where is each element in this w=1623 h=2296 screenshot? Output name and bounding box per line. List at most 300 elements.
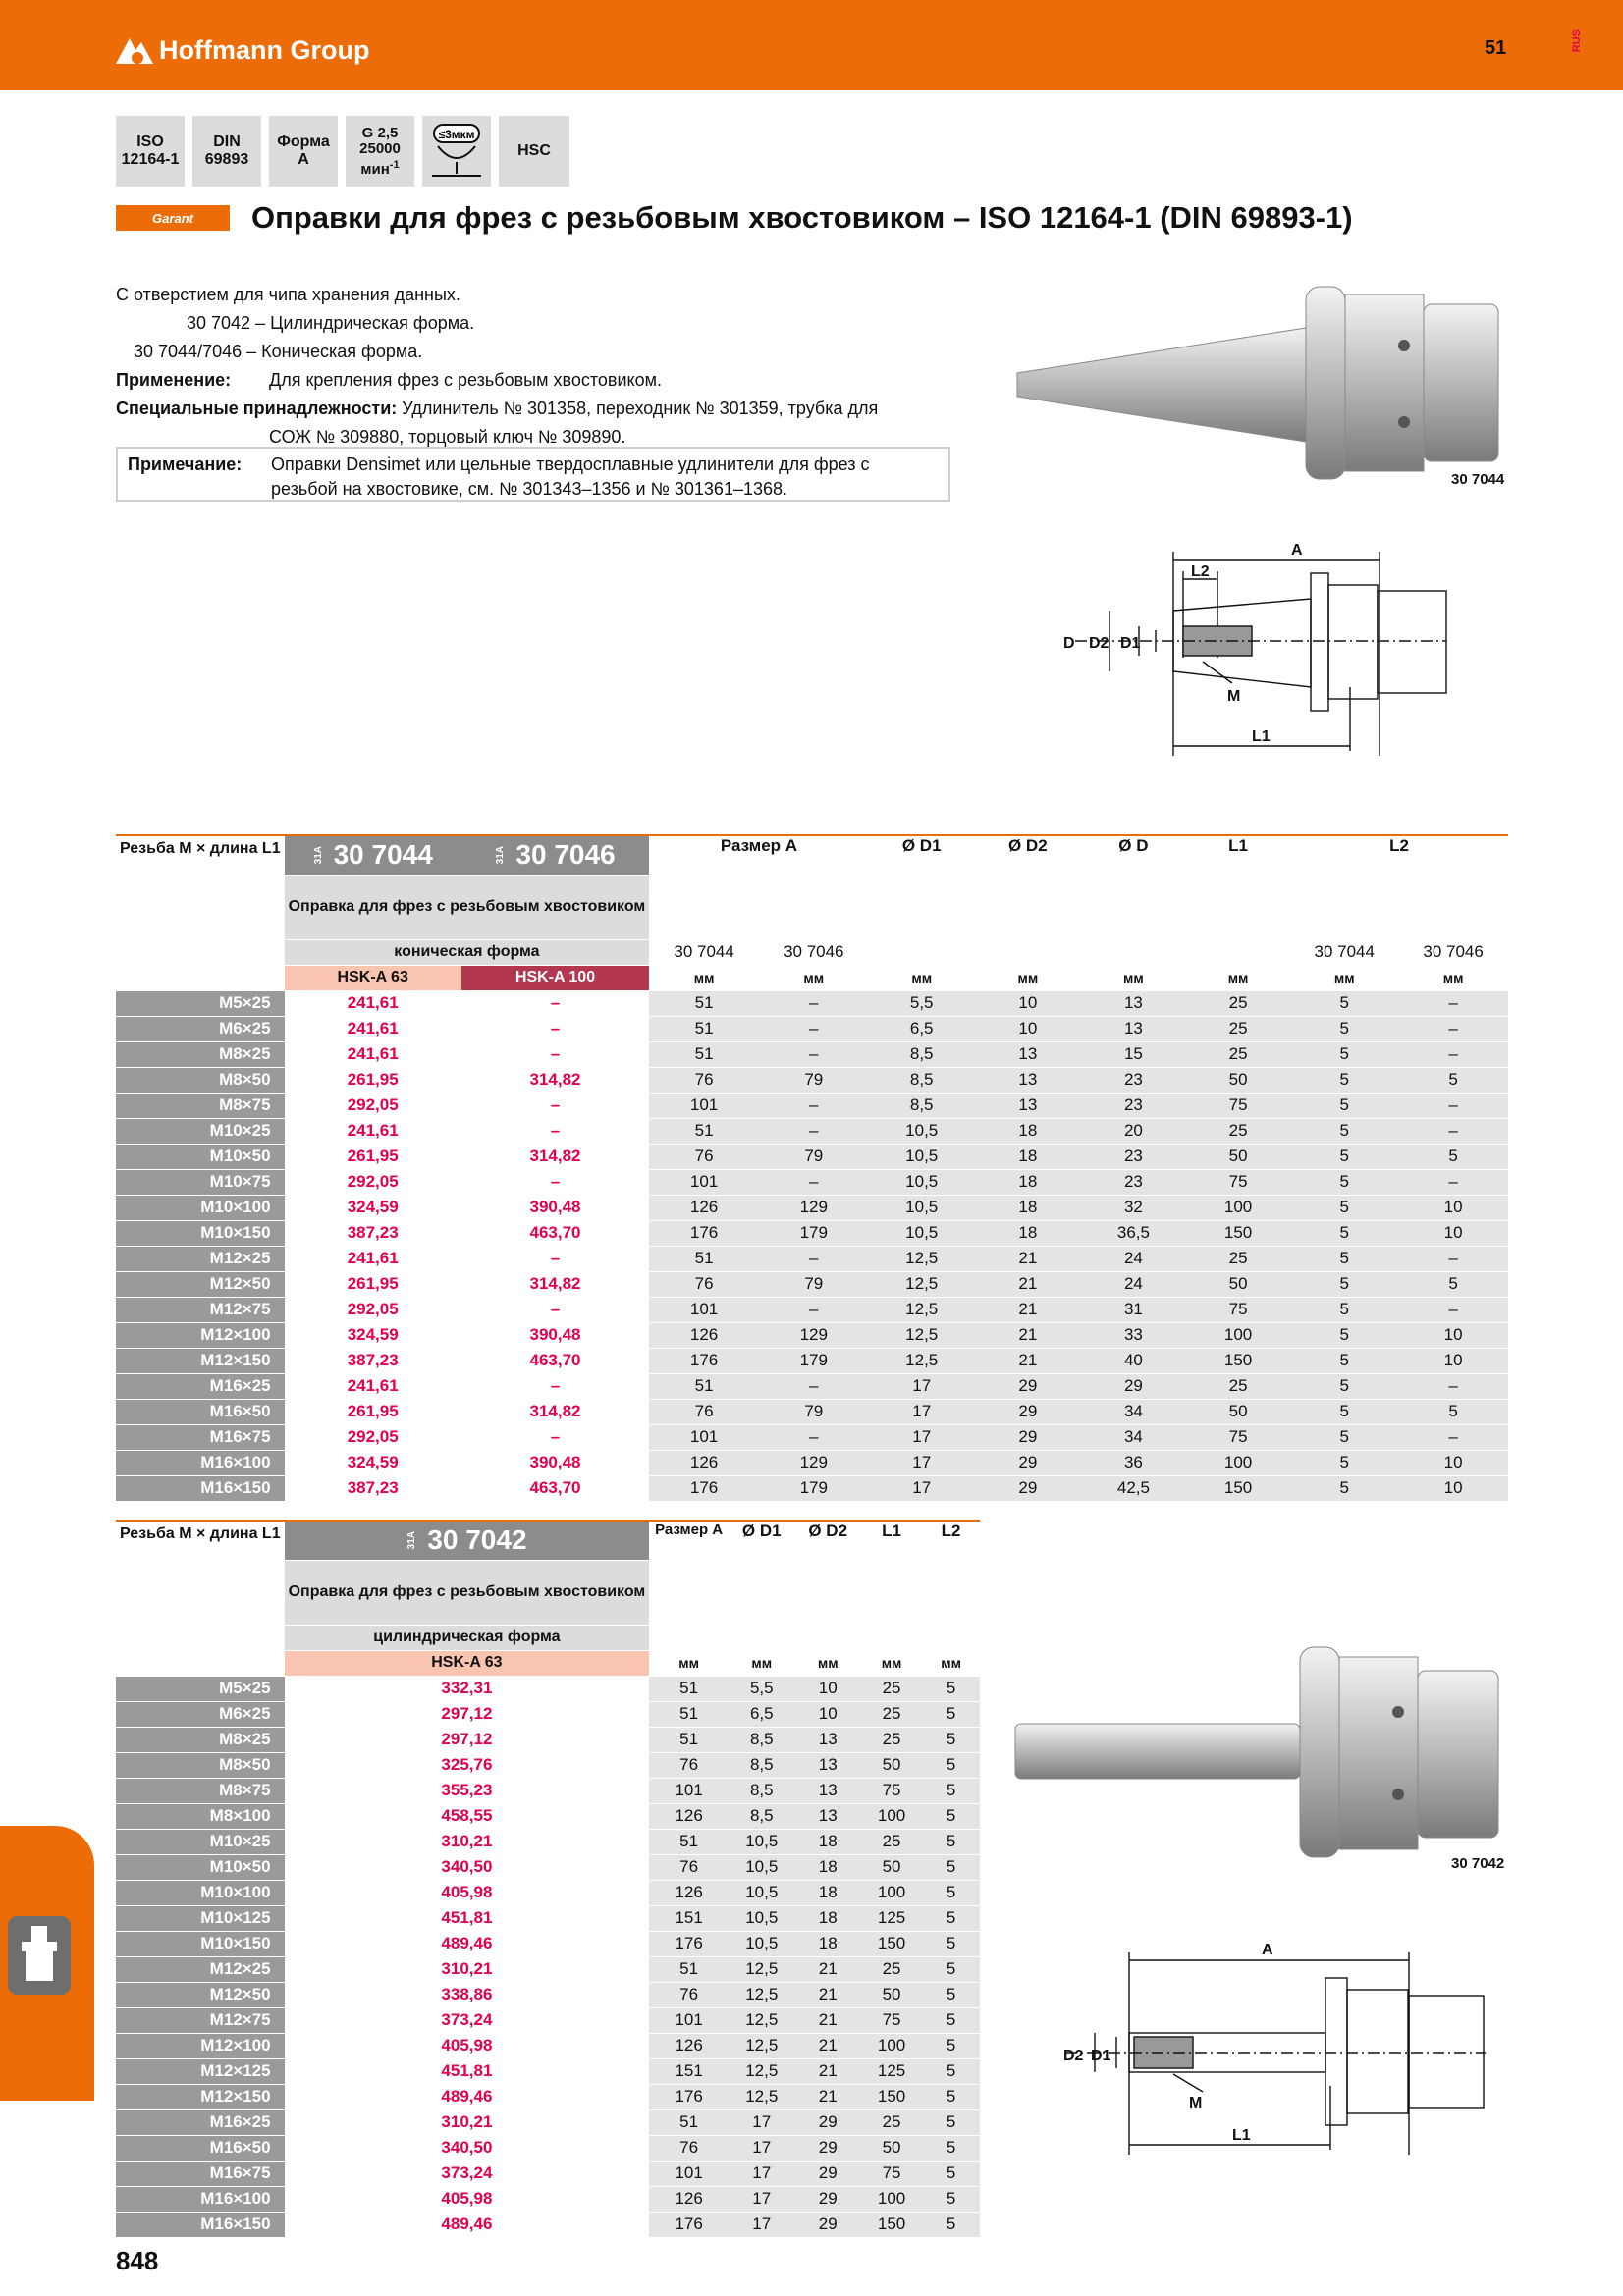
svg-text:≤3мкм: ≤3мкм [438,128,475,141]
svg-text:D2: D2 [1089,635,1109,652]
thread-size: M8×25 [116,1041,285,1067]
table-row [116,1829,980,1854]
price-cell: 261,95 [285,1067,461,1093]
value-cell: 21 [975,1246,1081,1271]
value-cell: 101 [649,2161,729,2186]
photo-caption: 30 7042 [1451,1855,1505,1872]
hoffmann-logo-icon [116,36,153,66]
price-cell: – [461,1118,649,1144]
value-cell: – [1398,1246,1508,1271]
value-cell: 5 [1398,1144,1508,1169]
value-cell: 10 [1398,1348,1508,1373]
thread-size: M5×25 [116,990,285,1016]
value-cell: 18 [794,1880,860,1905]
value-cell: 13 [794,1778,860,1803]
value-cell: 23 [1081,1169,1186,1195]
thread-size: M12×150 [116,1348,285,1373]
value-cell: 13 [975,1041,1081,1067]
value-cell: – [759,1093,869,1118]
thread-size: M16×25 [116,2109,285,2135]
table-row [116,1067,1508,1093]
value-cell: 12,5 [869,1297,975,1322]
value-cell: 40 [1081,1348,1186,1373]
value-cell: 5 [1290,990,1398,1016]
value-cell: 13 [794,1803,860,1829]
desc-line: С отверстием для чипа хранения данных. [116,285,460,304]
value-cell: 8,5 [869,1041,975,1067]
tool-holder-icon [8,1916,71,1995]
value-cell: 179 [759,1348,869,1373]
price-cell: 314,82 [461,1067,649,1093]
table-row [116,1905,980,1931]
hsk-a100: HSK-A 100 [461,965,649,990]
value-cell: 13 [1081,1016,1186,1041]
value-cell: 50 [1186,1271,1290,1297]
value-cell: – [759,1297,869,1322]
table-row [116,1399,1508,1424]
thread-size: M10×125 [116,1905,285,1931]
price-cell: 241,61 [285,1373,461,1399]
price-cell: 324,59 [285,1450,461,1475]
price-cell: 297,12 [285,1727,650,1752]
value-cell: 179 [759,1220,869,1246]
thread-size: M12×50 [116,1982,285,2007]
price-cell: 241,61 [285,1041,461,1067]
value-cell: 25 [861,1727,922,1752]
table-row [116,1854,980,1880]
sub-307046: 30 7046 [759,939,869,965]
value-cell: 51 [649,990,759,1016]
value-cell: 79 [759,1067,869,1093]
value-cell: 5 [1290,1271,1398,1297]
value-cell: 25 [1186,1246,1290,1271]
value-cell: 51 [649,1676,729,1701]
value-cell: 100 [1186,1195,1290,1220]
value-cell: 150 [1186,1348,1290,1373]
badge-hsc: HSC [499,116,569,187]
thread-size: M16×50 [116,1399,285,1424]
value-cell: 5 [1290,1297,1398,1322]
value-cell: 23 [1081,1144,1186,1169]
col-l2: L2 [922,1521,980,1650]
value-cell: – [759,1246,869,1271]
thread-size: M10×100 [116,1195,285,1220]
article-307042: 31A 30 7042 [285,1521,650,1560]
value-cell: 176 [649,1475,759,1501]
table-row [116,1246,1508,1271]
value-cell: 12,5 [869,1246,975,1271]
side-section-tab [0,1826,94,2101]
value-cell: 29 [975,1475,1081,1501]
table-row [116,990,1508,1016]
value-cell: – [759,1041,869,1067]
thread-size: M5×25 [116,1676,285,1701]
value-cell: 100 [861,1803,922,1829]
price-cell: – [461,990,649,1016]
price-cell: 261,95 [285,1144,461,1169]
value-cell: 5 [1290,1041,1398,1067]
price-cell: 314,82 [461,1271,649,1297]
badge-din: DIN 69893 [192,116,261,187]
price-cell: – [461,1373,649,1399]
value-cell: 76 [649,2135,729,2161]
form-label: цилиндрическая форма [285,1625,650,1650]
value-cell: 18 [794,1854,860,1880]
value-cell: 151 [649,2058,729,2084]
value-cell: 151 [649,1905,729,1931]
sub-307044: 30 7044 [1290,939,1398,965]
value-cell: 75 [1186,1297,1290,1322]
value-cell: 5 [922,1854,980,1880]
value-cell: – [759,1118,869,1144]
price-cell: 340,50 [285,1854,650,1880]
product-description [116,281,931,452]
value-cell: 176 [649,2212,729,2237]
value-cell: – [1398,1118,1508,1144]
thread-size: M8×50 [116,1067,285,1093]
value-cell: 10 [975,1016,1081,1041]
value-cell: 101 [649,1424,759,1450]
value-cell: 100 [1186,1322,1290,1348]
value-cell: 42,5 [1081,1475,1186,1501]
value-cell: 5 [1290,1373,1398,1399]
table-row [116,1701,980,1727]
price-cell: – [461,1297,649,1322]
value-cell: 5 [922,1701,980,1727]
value-cell: 29 [975,1450,1081,1475]
price-cell: 463,70 [461,1348,649,1373]
value-cell: 10 [1398,1475,1508,1501]
desc-line: 30 7044/7046 – Коническая форма. [134,342,423,361]
col-d1: Ø D1 [869,835,975,939]
value-cell: 13 [794,1752,860,1778]
price-cell: 314,82 [461,1144,649,1169]
value-cell: 5 [922,2212,980,2237]
value-cell: 76 [649,1067,759,1093]
table-row [116,2007,980,2033]
table-row [116,1093,1508,1118]
value-cell: 150 [1186,1475,1290,1501]
value-cell: 21 [975,1322,1081,1348]
value-cell: 17 [869,1373,975,1399]
thread-size: M12×150 [116,2084,285,2109]
thread-size: M12×75 [116,1297,285,1322]
value-cell: 34 [1081,1424,1186,1450]
value-cell: 5 [1290,1475,1398,1501]
value-cell: 21 [794,2007,860,2033]
price-cell: 324,59 [285,1322,461,1348]
value-cell: 5 [922,1803,980,1829]
svg-text:L1: L1 [1252,728,1271,745]
value-cell: 5,5 [869,990,975,1016]
value-cell: 50 [1186,1144,1290,1169]
value-cell: 29 [1081,1373,1186,1399]
value-cell: – [759,1016,869,1041]
value-cell: 25 [1186,1373,1290,1399]
badge-runout [422,116,491,187]
holder-cylindrical-photo [1011,1637,1522,1873]
value-cell: 24 [1081,1246,1186,1271]
svg-text:L2: L2 [1191,563,1210,580]
value-cell: 5 [1290,1322,1398,1348]
value-cell: 126 [649,2186,729,2212]
thread-size: M16×150 [116,1475,285,1501]
table-row [116,1727,980,1752]
svg-text:A: A [1262,1942,1273,1958]
value-cell: 51 [649,1727,729,1752]
value-cell: 25 [861,2109,922,2135]
value-cell: 76 [649,1752,729,1778]
value-cell: 12,5 [729,1956,794,1982]
value-cell: 5 [922,1727,980,1752]
value-cell: 29 [975,1399,1081,1424]
table-row [116,1931,980,1956]
table-row [116,2084,980,2109]
price-cell: 325,76 [285,1752,650,1778]
value-cell: 100 [861,2033,922,2058]
value-cell: – [1398,1297,1508,1322]
value-cell: 76 [649,1144,759,1169]
value-cell: 79 [759,1271,869,1297]
table-row [116,1880,980,1905]
thread-size: M12×100 [116,1322,285,1348]
value-cell: 176 [649,1931,729,1956]
value-cell: 25 [861,1701,922,1727]
price-cell: 489,46 [285,2084,650,2109]
value-cell: 12,5 [869,1271,975,1297]
value-cell: 12,5 [729,1982,794,2007]
value-cell: 17 [729,2161,794,2186]
value-cell: 10 [1398,1450,1508,1475]
table-row [116,2058,980,2084]
value-cell: 5 [1398,1399,1508,1424]
price-cell: 310,21 [285,2109,650,2135]
price-cell: – [461,1424,649,1450]
value-cell: 50 [861,1982,922,2007]
value-cell: 13 [1081,990,1186,1016]
value-cell: 5 [922,2135,980,2161]
value-cell: 76 [649,1854,729,1880]
value-cell: 75 [861,1778,922,1803]
value-cell: 76 [649,1271,759,1297]
value-cell: 21 [794,1982,860,2007]
value-cell: 5 [1290,1118,1398,1144]
value-cell: 10 [975,990,1081,1016]
svg-text:M: M [1227,688,1241,705]
value-cell: 150 [861,2084,922,2109]
badge-balance: G 2,5 25000 мин$^{-1}$ [346,116,414,187]
value-cell: 29 [794,2212,860,2237]
value-cell: 5 [1398,1271,1508,1297]
value-cell: 36 [1081,1450,1186,1475]
thread-size: M10×25 [116,1829,285,1854]
price-cell: – [461,1041,649,1067]
value-cell: 17 [729,2186,794,2212]
note-box [116,447,950,502]
value-cell: 50 [1186,1067,1290,1093]
value-cell: – [759,1169,869,1195]
table-row [116,2033,980,2058]
price-cell: – [461,1246,649,1271]
thread-size: M10×25 [116,1118,285,1144]
svg-text:A: A [1291,542,1303,559]
value-cell: 17 [869,1424,975,1450]
thread-size: M16×50 [116,2135,285,2161]
value-cell: 13 [794,1727,860,1752]
value-cell: 5 [922,2033,980,2058]
value-cell: 17 [869,1475,975,1501]
desc-accessories-cont: СОЖ № 309880, торцовый ключ № 309890. [269,427,626,447]
value-cell: 25 [1186,990,1290,1016]
value-cell: 21 [794,2058,860,2084]
badge-form: Форма A [269,116,338,187]
price-cell: 310,21 [285,1956,650,1982]
value-cell: 10,5 [869,1144,975,1169]
value-cell: – [759,1424,869,1450]
value-cell: 5 [922,1880,980,1905]
table-row-header: Резьба M × длина L1 [116,1521,285,1676]
price-cell: 489,46 [285,1931,650,1956]
value-cell: 25 [1186,1118,1290,1144]
price-cell: 292,05 [285,1424,461,1450]
table-row [116,1220,1508,1246]
table-row [116,1016,1508,1041]
value-cell: 21 [794,2084,860,2109]
badge-iso: ISO 12164-1 [116,116,185,187]
value-cell: 12,5 [729,2058,794,2084]
runout-icon [424,119,489,184]
value-cell: 10,5 [869,1118,975,1144]
table-row [116,2161,980,2186]
desc-accessories: Специальные принадлежности: Удлинитель № 301358, переходник № 301359, трубка для [116,399,879,418]
value-cell: 5 [1290,1169,1398,1195]
value-cell: 21 [794,1956,860,1982]
price-cell: 463,70 [461,1220,649,1246]
price-cell: – [461,1169,649,1195]
value-cell: 10,5 [729,1880,794,1905]
value-cell: 5 [922,2007,980,2033]
value-cell: 79 [759,1399,869,1424]
value-cell: 51 [649,1956,729,1982]
value-cell: 100 [1186,1450,1290,1475]
value-cell: 25 [861,1956,922,1982]
value-cell: 51 [649,1118,759,1144]
price-cell: 324,59 [285,1195,461,1220]
thread-size: M16×100 [116,1450,285,1475]
value-cell: 36,5 [1081,1220,1186,1246]
thread-size: M8×75 [116,1778,285,1803]
value-cell: 50 [861,1752,922,1778]
svg-text:D1: D1 [1091,2048,1111,2064]
table-row [116,1297,1508,1322]
value-cell: 75 [1186,1169,1290,1195]
value-cell: 126 [649,1880,729,1905]
value-cell: 6,5 [869,1016,975,1041]
value-cell: 17 [729,2135,794,2161]
value-cell: 23 [1081,1093,1186,1118]
value-cell: 10 [794,1701,860,1727]
price-cell: 387,23 [285,1220,461,1246]
value-cell: 76 [649,1982,729,2007]
value-cell: 125 [861,2058,922,2084]
garant-logo: Garant [116,205,230,231]
thread-size: M12×100 [116,2033,285,2058]
value-cell: 5 [922,1829,980,1854]
col-size-a: Размер A [649,835,868,939]
value-cell: 8,5 [729,1752,794,1778]
thread-size: M16×100 [116,2186,285,2212]
table-row [116,1195,1508,1220]
value-cell: 5 [1398,1067,1508,1093]
hsk-a63: HSK-A 63 [285,965,461,990]
table-row [116,1271,1508,1297]
language-tag: RUS [1571,29,1583,53]
table-row [116,1424,1508,1450]
article-307046: 31A 30 7046 [461,835,649,875]
value-cell: – [759,990,869,1016]
thread-size: M10×150 [116,1931,285,1956]
value-cell: – [1398,1041,1508,1067]
value-cell: 101 [649,1778,729,1803]
price-cell: 332,31 [285,1676,650,1701]
value-cell: 100 [861,2186,922,2212]
value-cell: 12,5 [729,2084,794,2109]
value-cell: 179 [759,1475,869,1501]
thread-size: M6×25 [116,1016,285,1041]
logo-text: Hoffmann Group [159,35,370,65]
value-cell: 24 [1081,1271,1186,1297]
thread-size: M6×25 [116,1701,285,1727]
price-cell: 292,05 [285,1169,461,1195]
value-cell: 29 [975,1373,1081,1399]
value-cell: 5 [922,2109,980,2135]
thread-size: M8×50 [116,1752,285,1778]
thread-size: M10×150 [116,1220,285,1246]
value-cell: 79 [759,1144,869,1169]
value-cell: 12,5 [869,1322,975,1348]
table-row [116,1169,1508,1195]
price-cell: 241,61 [285,1118,461,1144]
value-cell: 126 [649,1803,729,1829]
table-row [116,2109,980,2135]
svg-text:L1: L1 [1232,2127,1251,2144]
value-cell: 29 [794,2135,860,2161]
value-cell: 5 [1290,1016,1398,1041]
col-l1: L1 [1186,835,1290,939]
value-cell: 129 [759,1195,869,1220]
thread-size: M10×75 [116,1169,285,1195]
price-cell: – [461,1093,649,1118]
svg-text:D2: D2 [1063,2048,1084,2064]
table-row [116,1676,980,1701]
col-l2: L2 [1290,835,1508,939]
value-cell: 8,5 [869,1093,975,1118]
value-cell: 101 [649,1169,759,1195]
thread-size: M8×100 [116,1803,285,1829]
value-cell: – [759,1373,869,1399]
value-cell: 29 [794,2109,860,2135]
thread-size: M12×75 [116,2007,285,2033]
value-cell: 126 [649,1450,759,1475]
hsk-a63: HSK-A 63 [285,1650,650,1676]
value-cell: 10,5 [729,1905,794,1931]
article-307044: 31A 30 7044 [285,835,461,875]
col-l1: L1 [861,1521,922,1650]
price-cell: 451,81 [285,1905,650,1931]
col-size-a: Размер A [649,1521,729,1650]
value-cell: 12,5 [729,2007,794,2033]
price-cell: 241,61 [285,1016,461,1041]
